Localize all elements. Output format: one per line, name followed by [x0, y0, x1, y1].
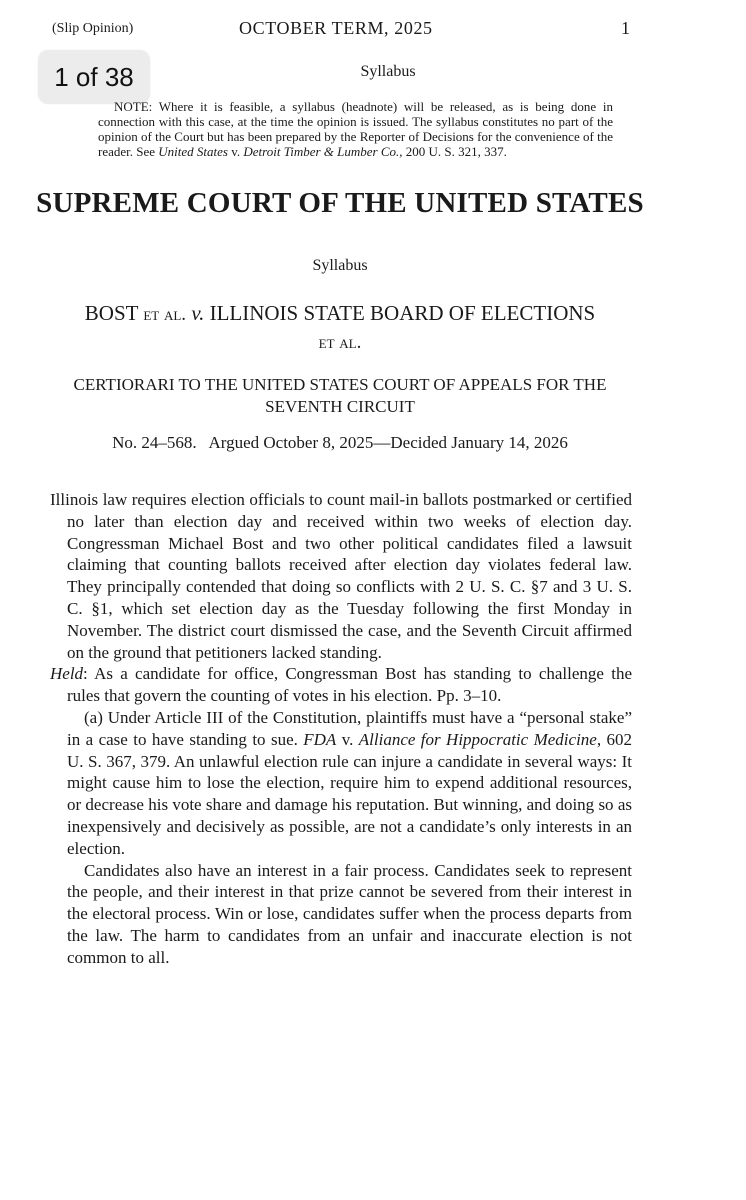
paragraph-a-cite-v: v. [336, 729, 359, 749]
paragraph-a-cite-2: Alliance for Hippocratic Medicine [358, 729, 597, 749]
held-label: Held [50, 664, 84, 684]
fair-process-paragraph: Candidates also have an interest in a fair process. Candidates seek to represent the people, and their interest in that prize cannot be severed from their interest in the electoral process. Win or lose, candidates suffer when the process departs from the law. The harm to candidates from an unfair and inaccurate election is not common to all. [67, 860, 632, 967]
case-caption [80, 300, 600, 356]
syllabus-body [50, 489, 632, 969]
caption-versus: v. [186, 301, 205, 325]
note-citation-v: v. [227, 144, 244, 159]
certiorari-line: CERTIORARI TO THE UNITED STATES COURT OF APPEALS FOR THE SEVENTH CIRCUIT [73, 375, 607, 416]
caption-petitioner: BOST [84, 301, 144, 325]
headnote-note [98, 99, 613, 159]
paragraph-a-cite-1: FDA [303, 729, 337, 749]
note-citation-reporter: 200 U. S. 321, 337. [402, 144, 507, 159]
intro-paragraph: Illinois law requires election officials to count mail-in ballots postmarked or certified no later than election day and received within two weeks of election day. Congressman Michael Bost and two other political candidates filed a lawsuit claiming that counting ballots received after election day violates federal law. They principally contended that doing so conflicts with 2 U. S. C. §7 and 3 U. S. C. §1, which set election day as the Tuesday following the first Monday in November. The district court dismissed the case, and the Seventh Circuit affirmed on the ground that petitioners lacked standing. [50, 490, 632, 662]
syllabus-heading-top: Syllabus [360, 63, 416, 80]
held-text: : As a candidate for office, Congressman Bost has standing to challenge the rules that govern the counting of votes in his election. Pp. 3–10. [67, 664, 632, 706]
slip-opinion-label: (Slip Opinion) [52, 21, 134, 36]
caption-respondent-et-al: et al. [318, 332, 362, 353]
term-label: OCTOBER TERM, 2025 [239, 18, 433, 38]
paragraph-a-text-2: , 602 U. S. 367, 379. An unlawful election rule can injure a candidate in several ways: It might cause him to lose the election, require him to expend additional resources, or decrease his vote share and damage his reputation. But winning, and doing so as inexpensively and decisively as possible, are not a candidate’s only interests in an election. [67, 729, 632, 858]
running-header [52, 18, 630, 42]
paragraph-a [50, 707, 632, 860]
docket-line: No. 24–568. Argued October 8, 2025—Decided January 14, 2026 [112, 433, 568, 452]
page-number: 1 [621, 18, 630, 38]
note-citation-party-2: Detroit Timber & Lumber Co., [243, 144, 403, 159]
syllabus-heading: Syllabus [312, 257, 368, 274]
held-paragraph [50, 663, 632, 707]
caption-petitioner-et-al: et al. [143, 304, 187, 325]
court-name: SUPREME COURT OF THE UNITED STATES [36, 187, 644, 219]
note-text: NOTE: Where it is feasible, a syllabus (headnote) will be released, as is being done in connection with this case, at the time the opinion is issued. The syllabus constitutes no part of the opinion of the Court but has been prepared by the Reporter of Decisions for the convenience of the reader. See [98, 99, 613, 159]
page-indicator[interactable]: 1 of 38 [38, 50, 150, 104]
caption-respondent: ILLINOIS STATE BOARD OF ELECTIONS [204, 301, 596, 325]
paragraph-a-text-1: (a) Under Article III of the Constitution, plaintiffs must have a “personal stake” in a case to have standing to sue. [67, 707, 632, 749]
note-citation-party-1: United States [158, 144, 228, 159]
